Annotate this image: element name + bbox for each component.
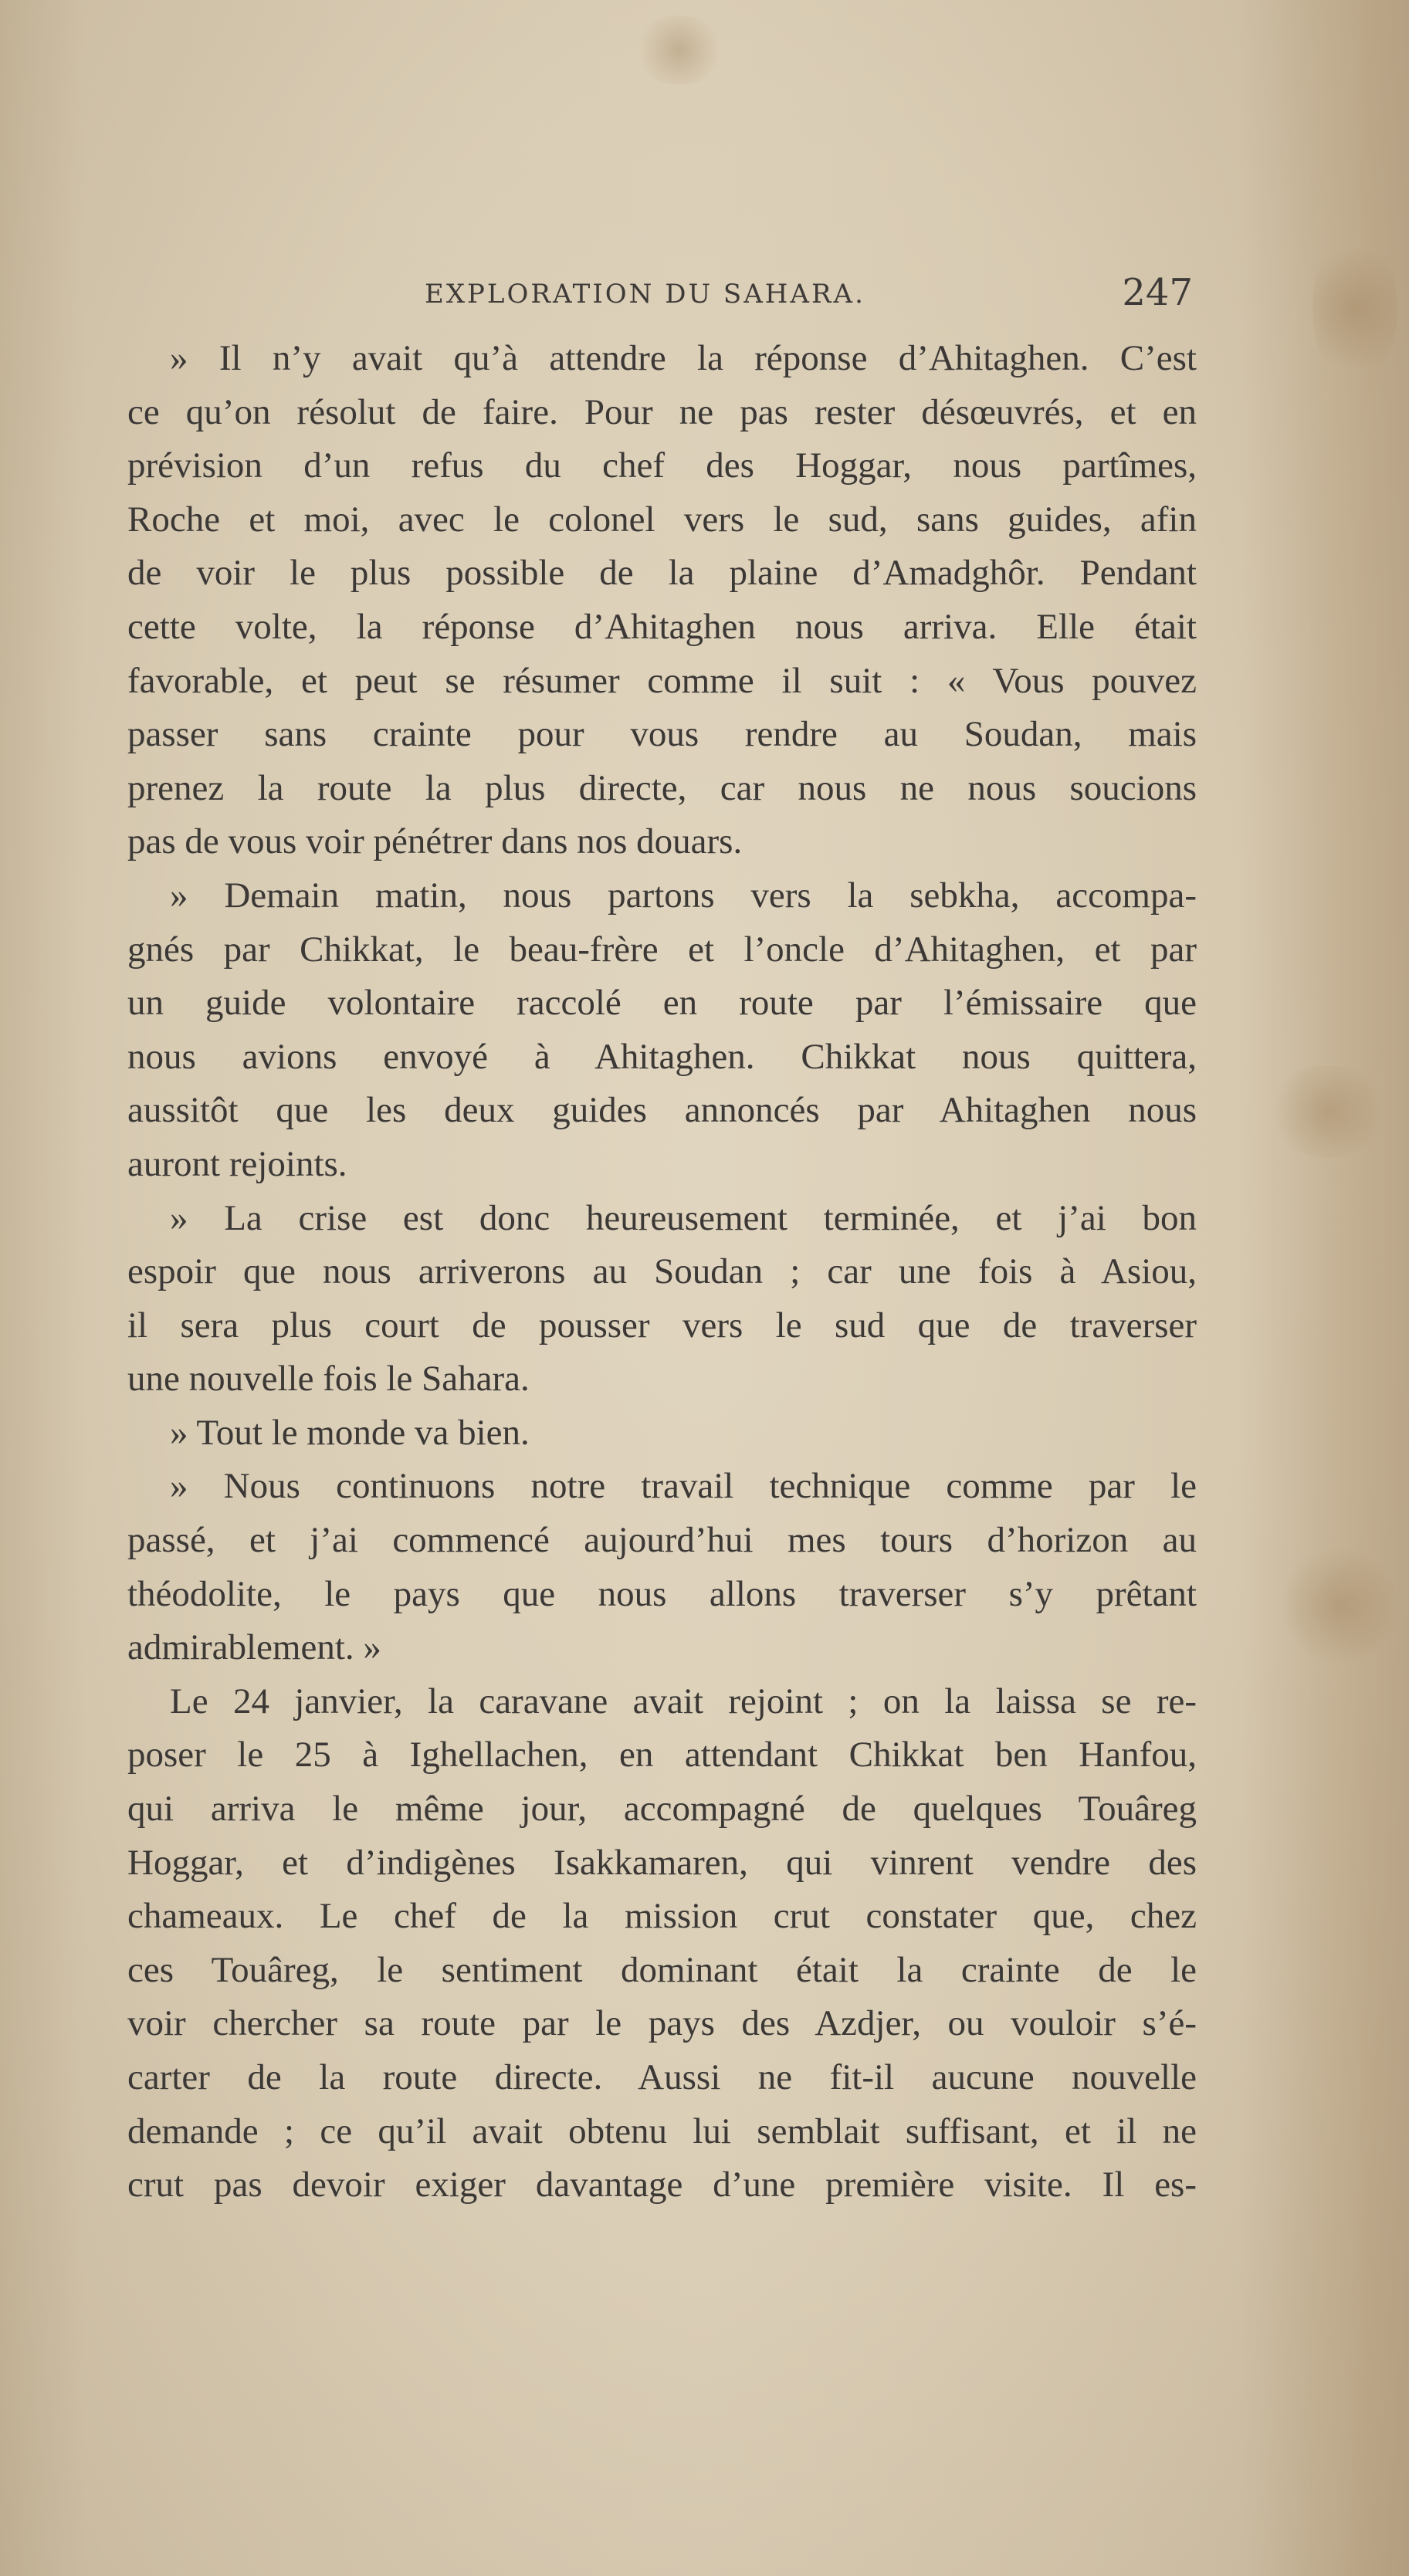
running-head [127, 266, 1193, 320]
text-line: crut pas devoir exiger davantage d’une première visite. Il es- [127, 2165, 1197, 2205]
text-line: » Il n’y avait qu’à attendre la réponse d’Ahitaghen. C’est [170, 338, 1197, 378]
text-line: cette volte, la réponse d’Ahitaghen nous arriva. Elle était [127, 606, 1197, 647]
text-line: prenez la route la plus directe, car nous ne nous soucions [127, 767, 1197, 808]
text-line: Le 24 janvier, la caravane avait rejoint ; on la laissa se re- [170, 1681, 1197, 1721]
text-line: demande ; ce qu’il avait obtenu lui semblait suffisant, et il ne [127, 2111, 1197, 2151]
text-line: passé, et j’ai commencé aujourd’hui mes tours d’horizon au [127, 1520, 1197, 1561]
text-line: carter de la route directe. Aussi ne fit-il aucune nouvelle [127, 2057, 1197, 2097]
text-line: espoir que nous arriverons au Soudan ; car une fois à Asiou, [127, 1251, 1197, 1292]
text-line: un guide volontaire raccolé en route par l’émissaire que [127, 983, 1197, 1024]
body-text [127, 332, 1197, 2212]
text-line: ces Touâreg, le sentiment dominant était la crainte de le [127, 1949, 1197, 1990]
text-line: gnés par Chikkat, le beau-frère et l’oncle d’Ahitaghen, et par [127, 929, 1197, 970]
text-line: admirablement. » [127, 1627, 381, 1668]
text-line: il sera plus court de pousser vers le sud que de traverser [127, 1305, 1197, 1346]
text-line: chameaux. Le chef de la mission crut constater que, chez [127, 1896, 1197, 1937]
text-line: favorable, et peut se résumer comme il suit : « Vous pouvez [127, 660, 1197, 701]
text-line: passer sans crainte pour vous rendre au Soudan, mais [127, 714, 1197, 755]
text-line: prévision d’un refus du chef des Hoggar, nous partîmes, [127, 445, 1197, 486]
text-line: » Demain matin, nous partons vers la sebkha, accompa- [170, 875, 1197, 916]
paper-stain [633, 15, 726, 85]
paper-stain [1282, 1544, 1397, 1667]
text-line: ce qu’on résolut de faire. Pour ne pas rester désœuvrés, et en [127, 391, 1197, 432]
running-title: EXPLORATION DU SAHARA. [425, 279, 865, 310]
text-line: auront rejoints. [127, 1143, 347, 1184]
text-line: » La crise est donc heureusement terminée, et j’ai bon [170, 1197, 1197, 1238]
text-line: une nouvelle fois le Sahara. [127, 1359, 530, 1400]
text-line: » Tout le monde va bien. [170, 1412, 530, 1453]
paper-stain [1312, 232, 1397, 386]
text-line: Roche et moi, avec le colonel vers le sud, sans guides, afin [127, 499, 1197, 540]
text-line: pas de vous voir pénétrer dans nos douars. [127, 821, 743, 862]
page-number: 247 [1122, 271, 1193, 314]
text-line: nous avions envoyé à Ahitaghen. Chikkat nous quittera, [127, 1036, 1197, 1077]
text-line: qui arriva le même jour, accompagné de quelques Touâreg [127, 1789, 1197, 1830]
text-line: de voir le plus possible de la plaine d’Amadghôr. Pendant [127, 553, 1197, 594]
paper-stain [1266, 1065, 1390, 1158]
text-line: voir chercher sa route par le pays des Azdjer, ou vouloir s’é- [127, 2003, 1197, 2044]
text-line: théodolite, le pays que nous allons traverser s’y prêtant [127, 1573, 1197, 1614]
text-line: » Nous continuons notre travail technique comme par le [170, 1466, 1197, 1507]
text-line: aussitôt que les deux guides annoncés par Ahitaghen nous [127, 1090, 1197, 1131]
text-line: Hoggar, et d’indigènes Isakkamaren, qui vinrent vendre des [127, 1842, 1197, 1883]
text-line: poser le 25 à Ighellachen, en attendant Chikkat ben Hanfou, [127, 1735, 1197, 1775]
